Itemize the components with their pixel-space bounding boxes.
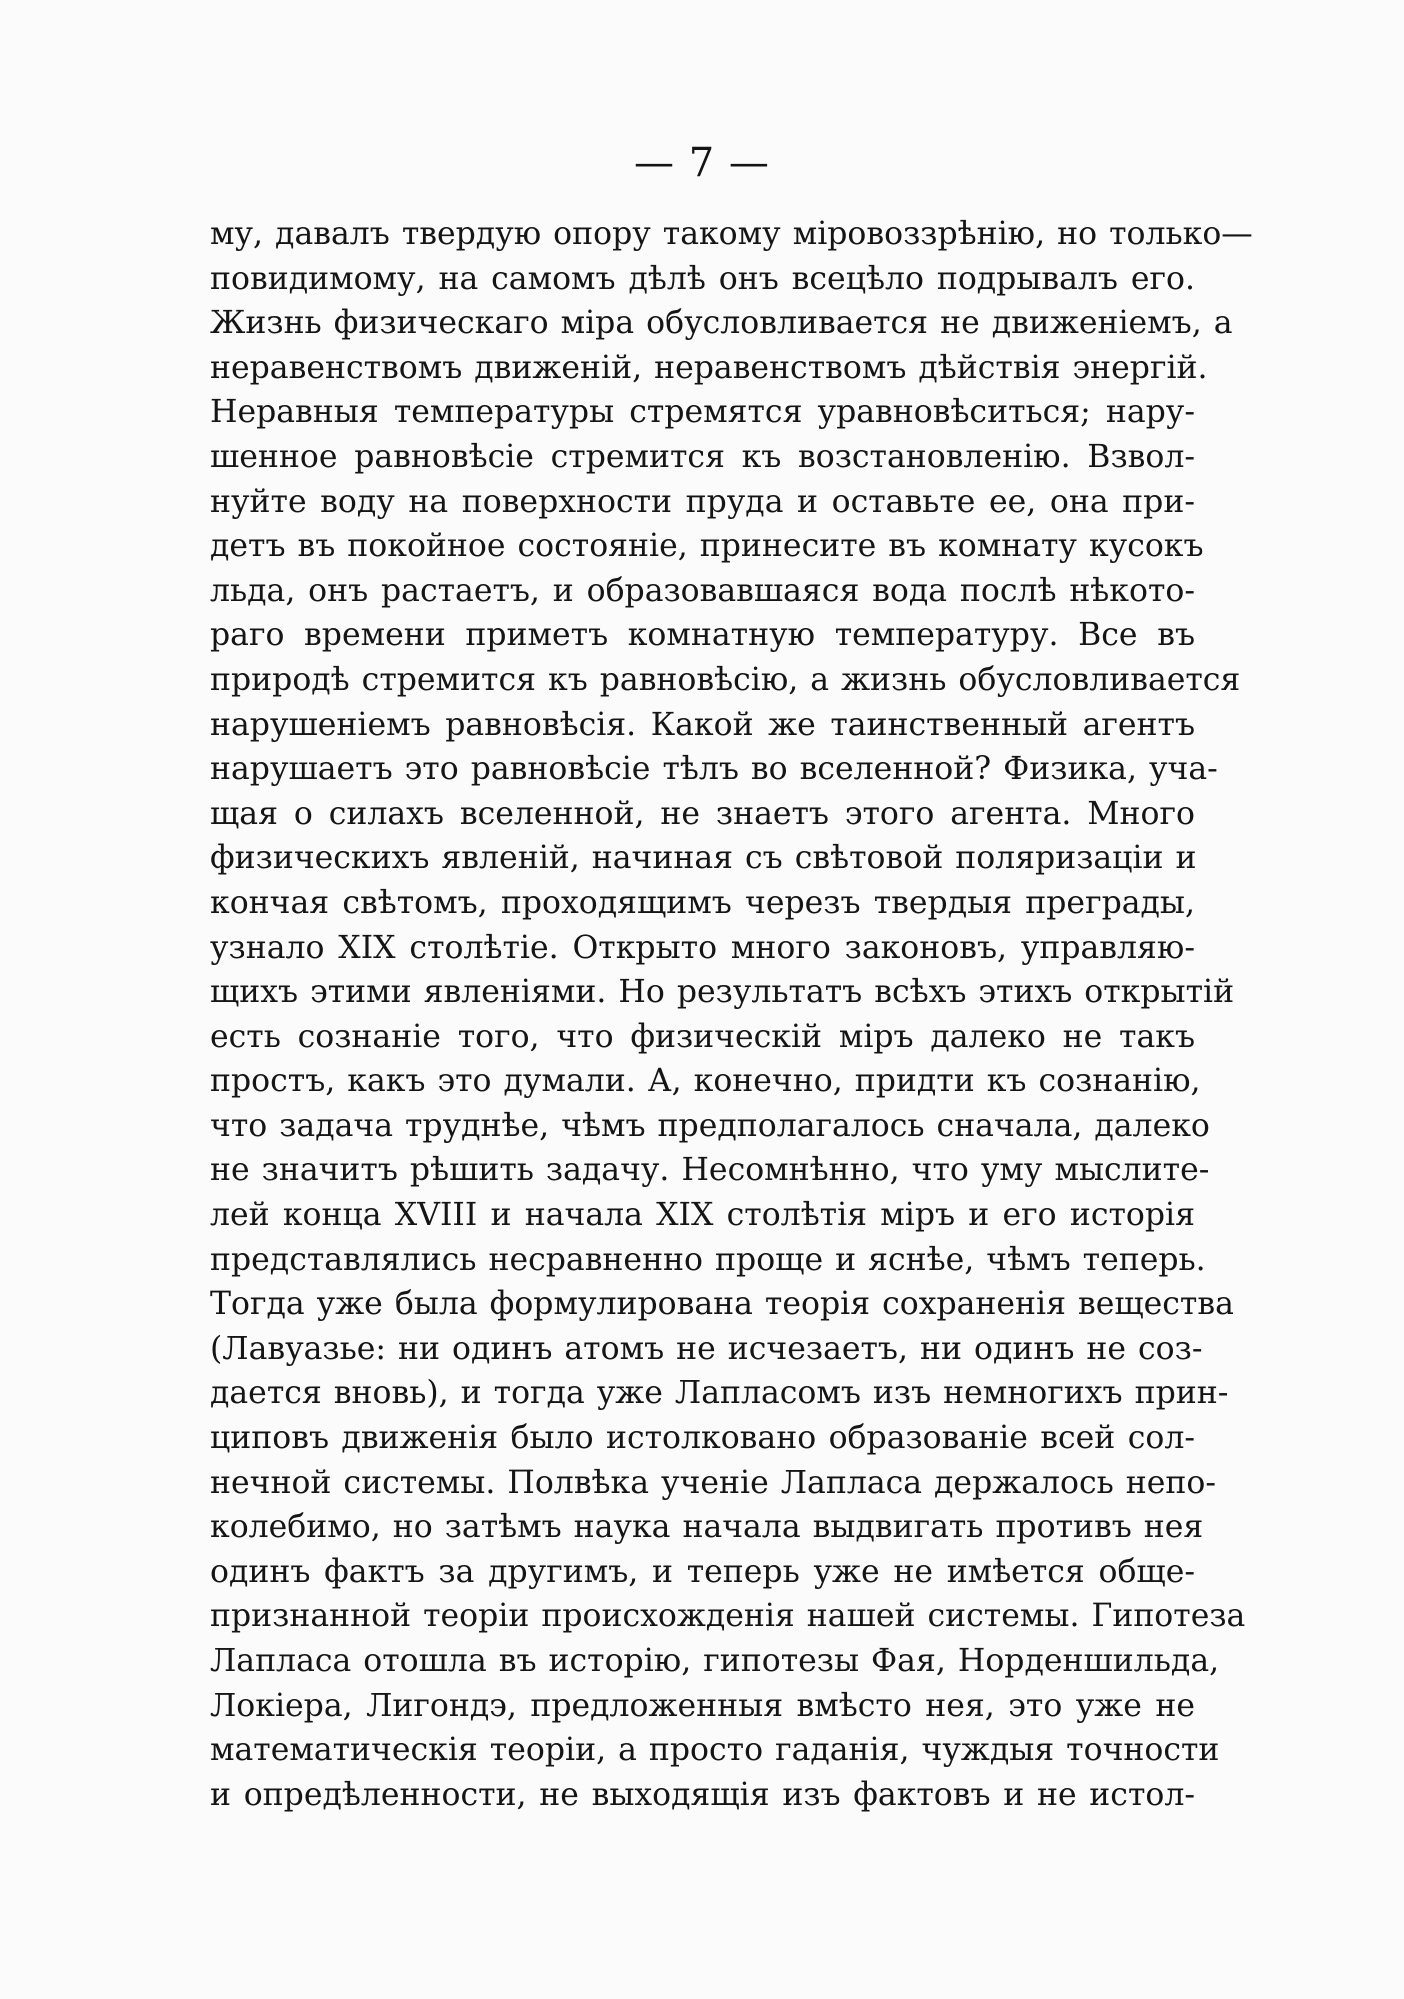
text-line: му, давалъ твердую опору такому міровоззрѣнію, но только— — [210, 216, 1253, 252]
text-line: Локіера, Лигондэ, предложенныя вмѣсто нея, это уже не — [210, 1687, 1195, 1724]
body-text — [210, 212, 1253, 1817]
text-line: признанной теоріи происхожденія нашей системы. Гипотеза — [210, 1598, 1246, 1635]
text-line: Неравныя температуры стремятся уравновѣситься; нару- — [210, 394, 1195, 431]
text-line: природѣ стремится къ равновѣсію, а жизнь обусловливается — [210, 661, 1241, 698]
text-line: дается вновь), и тогда уже Лапласомъ изъ немногихъ прин- — [210, 1375, 1229, 1412]
text-line: одинъ фактъ за другимъ, и теперь уже не имѣется обще- — [210, 1553, 1195, 1590]
text-line: щая о силахъ вселенной, не знаетъ этого агента. Много — [210, 795, 1195, 832]
text-line: Лапласа отошла въ исторію, гипотезы Фая, Норденшильда, — [210, 1643, 1220, 1679]
text-line: повидимому, на самомъ дѣлѣ онъ всецѣло подрывалъ его. — [210, 260, 1195, 297]
text-line: представлялись несравненно проще и яснѣе, чѣмъ теперь. — [210, 1241, 1206, 1278]
text-line: простъ, какъ это думали. А, конечно, придти къ сознанію, — [210, 1063, 1201, 1100]
text-line: неравенствомъ движеній, неравенствомъ дѣйствія энергій. — [210, 349, 1208, 386]
text-line: математическія теоріи, а просто гаданія, чуждыя точности — [210, 1732, 1220, 1769]
text-line: колебимо, но затѣмъ наука начала выдвигать противъ нея — [210, 1509, 1204, 1546]
text-line: льда, онъ растаетъ, и образовавшаяся вода послѣ нѣкото- — [210, 572, 1195, 609]
text-line: Тогда уже была формулирована теорія сохраненія вещества — [210, 1286, 1234, 1323]
text-line: щихъ этими явленіями. Но результатъ всѣхъ этихъ открытій — [210, 974, 1235, 1011]
text-line: кончая свѣтомъ, проходящимъ черезъ твердыя преграды, — [210, 884, 1195, 921]
page-number: — 7 — — [634, 140, 770, 186]
text-line: физическихъ явленій, начиная съ свѣтовой поляризаціи и — [210, 840, 1197, 877]
text-line: нуйте воду на поверхности пруда и оставьте ее, она при- — [210, 483, 1195, 520]
text-line: и опредѣленности, не выходящія изъ фактовъ и не истол- — [210, 1776, 1195, 1813]
text-line: что задача труднѣе, чѣмъ предполагалось сначала, далеко — [210, 1107, 1210, 1144]
text-line: есть сознаніе того, что физическій міръ далеко не такъ — [210, 1018, 1195, 1055]
text-line: детъ въ покойное состояніе, принесите въ комнату кусокъ — [210, 528, 1204, 565]
text-line: нарушеніемъ равновѣсія. Какой же таинственный агентъ — [210, 706, 1195, 743]
text-line: шенное равновѣсіе стремится къ возстановленію. Взвол- — [210, 438, 1195, 475]
text-line: циповъ движенія было истолковано образованіе всей сол- — [210, 1420, 1195, 1457]
text-line: нарушаетъ это равновѣсіе тѣлъ во вселенной? Физика, уча- — [210, 751, 1218, 788]
text-line: лей конца XVIII и начала XIX столѣтія міръ и его исторія — [210, 1197, 1195, 1234]
text-line: не значитъ рѣшить задачу. Несомнѣнно, что уму мыслите- — [210, 1152, 1210, 1189]
text-line: Жизнь физическаго міра обусловливается не движеніемъ, а — [210, 305, 1233, 342]
text-line: (Лавуазье: ни одинъ атомъ не исчезаетъ, ни одинъ не соз- — [210, 1330, 1203, 1367]
text-line: нечной системы. Полвѣка ученіе Лапласа держалось непо- — [210, 1464, 1217, 1501]
text-line: раго времени приметъ комнатную температуру. Все въ — [210, 617, 1195, 654]
text-line: узнало XIX столѣтіе. Открыто много законовъ, управляю- — [210, 929, 1195, 966]
